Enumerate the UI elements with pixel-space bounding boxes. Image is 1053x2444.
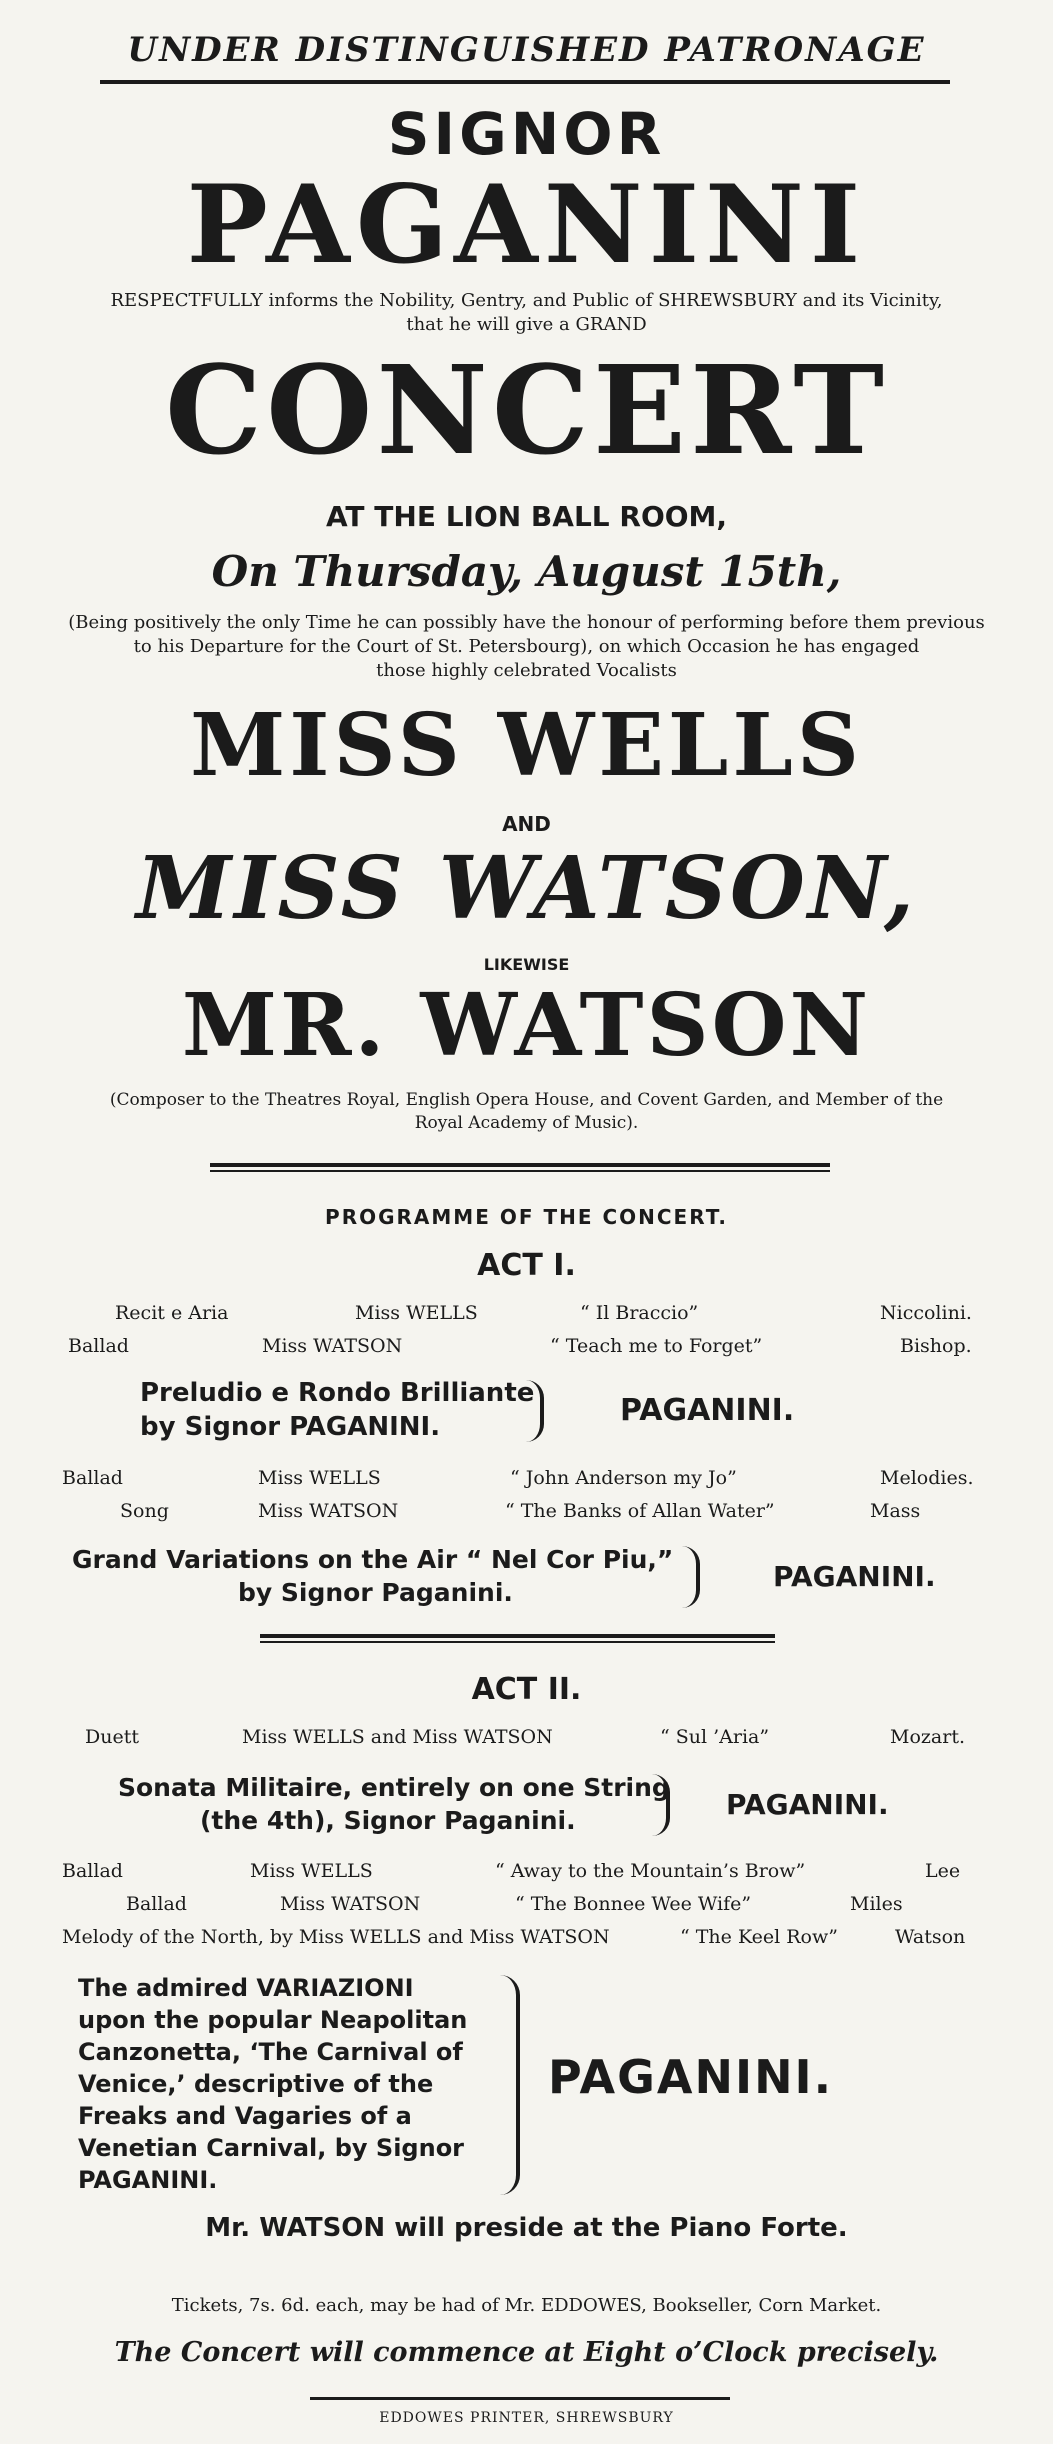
row-singer: Miss WELLS and Miss WATSON [242,1726,553,1748]
likewise-label: LIKEWISE [483,955,570,974]
row-singer: Miss WELLS [250,1860,373,1882]
miss-wells: MISS WELLS [190,695,863,796]
start-time: The Concert will commence at Eight o’Clock precisely. [114,2337,939,2368]
divider-1 [210,1163,830,1172]
row-type: Song [120,1500,169,1522]
finale-paganini: PAGANINI. [548,2050,834,2104]
row-piece: “ Il Braccio” [580,1302,699,1324]
row-piece: “ Away to the Mountain’s Brow” [495,1860,806,1882]
row-type: Duett [85,1726,139,1748]
row-type: Ballad [126,1893,187,1915]
paganini-title: PAGANINI [186,162,867,288]
row-composer: Lee [925,1860,961,1882]
row-composer: Miles [850,1893,903,1915]
finale-line: Venice,’ descriptive of the [78,2070,434,2098]
row-type: Ballad [62,1860,123,1882]
note-line-3: those highly celebrated Vocalists [376,660,677,681]
row-composer: Bishop. [900,1335,972,1357]
venue: AT THE LION BALL ROOM, [325,500,728,533]
mr-watson: MR. WATSON [181,975,872,1076]
concert-title: CONCERT [164,338,888,482]
credit-line-2: Royal Academy of Music). [414,1113,639,1133]
row-type: Recit e Aria [115,1302,229,1324]
row-piece: “ Sul ’Aria” [660,1726,770,1748]
row-type: Ballad [68,1335,129,1357]
variations-line-2: by Signor Paganini. [238,1578,513,1607]
row-piece: “ Teach me to Forget” [550,1335,763,1357]
miss-watson: MISS WATSON, [136,838,917,939]
row-type: Ballad [62,1467,123,1489]
row-singer: Miss WELLS [355,1302,478,1324]
row-composer: Melodies. [880,1467,974,1489]
brace [526,1380,544,1442]
preludio-paganini: PAGANINI. [620,1393,795,1428]
row-singer: Miss WATSON [280,1893,421,1915]
note-line-1: (Being positively the only Time he can possibly have the honour of performing before them previous [68,612,985,633]
row-composer: Niccolini. [880,1302,972,1324]
header-rule [100,80,950,84]
preludio-line-1: Preludio e Rondo Brilliante [140,1378,535,1408]
finale-line: Freaks and Vagaries of a [78,2102,412,2130]
event-date: On Thursday, August 15th, [211,547,842,596]
row-piece: “ The Banks of Allan Water” [505,1500,775,1522]
row-type: Melody of the North, by Miss WELLS and Miss WATSON [62,1926,610,1948]
tickets-info: Tickets, 7s. 6d. each, may be had of Mr. EDDOWES, Bookseller, Corn Market. [171,2295,882,2316]
note-line-2: to his Departure for the Court of St. Petersbourg), on which Occasion he has engaged [133,636,920,657]
row-composer: Mozart. [890,1726,965,1748]
finale-description [78,1972,508,2196]
programme-title: PROGRAMME OF THE CONCERT. [325,1205,728,1229]
row-piece: “ John Anderson my Jo” [510,1467,737,1489]
row-composer: Mass [870,1500,921,1522]
patronage-line: UNDER DISTINGUISHED PATRONAGE [127,30,926,70]
row-piece: “ The Keel Row” [680,1926,838,1948]
row-singer: Miss WELLS [258,1467,381,1489]
variations-paganini: PAGANINI. [773,1560,936,1593]
piano-note: Mr. WATSON will preside at the Piano Forte. [205,2213,848,2243]
sonata-line-2: (the 4th), Signor Paganini. [200,1806,576,1835]
sonata-paganini: PAGANINI. [726,1788,889,1821]
sonata-line-1: Sonata Militaire, entirely on one String [118,1773,670,1802]
row-composer: Watson [895,1926,966,1948]
credit-line-1: (Composer to the Theatres Royal, English Opera House, and Covent Garden, and Member of the [109,1090,944,1110]
brace [500,1975,520,2195]
divider-2 [260,1634,775,1643]
intro-line-1: RESPECTFULLY informs the Nobility, Gentry, and Public of SHREWSBURY and its Vicinity, [110,290,943,311]
signor-title: SIGNOR [387,100,666,168]
intro-line-2: that he will give a GRAND [406,314,647,335]
finale-line: Venetian Carnival, by Signor [78,2134,465,2162]
finale-line: The admired VARIAZIONI [78,1974,414,2002]
printer-imprint: EDDOWES PRINTER, SHREWSBURY [379,2410,674,2426]
brace [652,1774,670,1836]
row-piece: “ The Bonnee Wee Wife” [515,1893,752,1915]
variations-line-1: Grand Variations on the Air “ Nel Cor Piu,” [72,1545,674,1574]
footer-rule [310,2397,730,2400]
finale-line: upon the popular Neapolitan [78,2006,468,2034]
finale-line: PAGANINI. [78,2166,218,2194]
row-singer: Miss WATSON [258,1500,399,1522]
finale-line: Canzonetta, ‘The Carnival of [78,2038,463,2066]
act-2-title: ACT II. [471,1672,582,1707]
act-1-title: ACT I. [477,1248,576,1283]
brace [682,1546,700,1608]
row-singer: Miss WATSON [262,1335,403,1357]
preludio-line-2: by Signor PAGANINI. [140,1412,441,1442]
and-label: AND [502,812,551,836]
